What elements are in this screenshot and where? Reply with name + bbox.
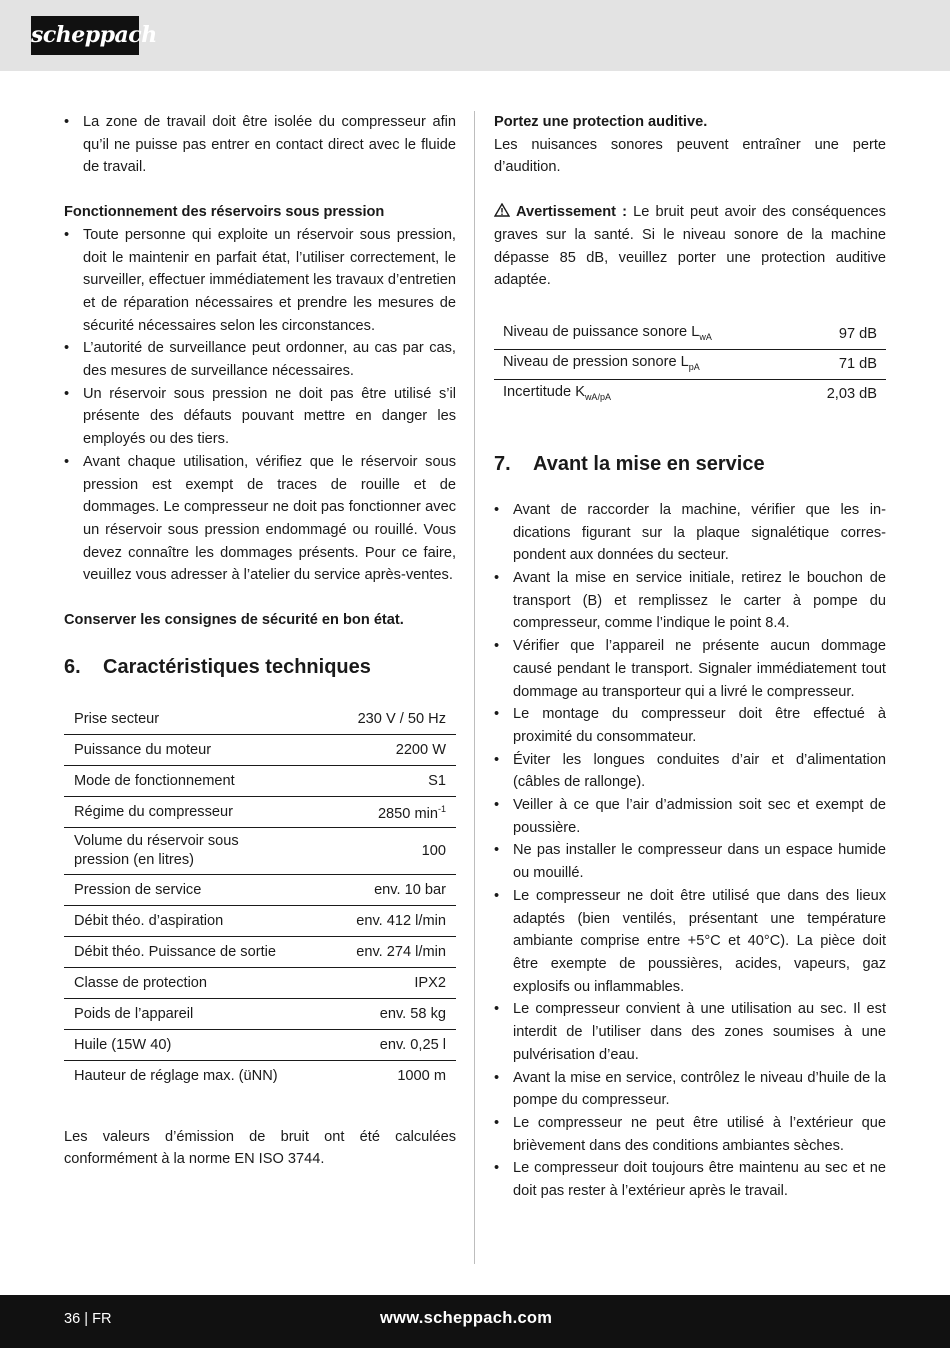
section-7-heading xyxy=(494,451,886,477)
spec-value: env. 0,25 l xyxy=(379,1036,446,1053)
noise-label: Niveau de puissance sonore L xyxy=(503,323,700,340)
spec-value: IPX2 xyxy=(414,974,446,991)
section-title: Caractéristiques techniques xyxy=(103,655,371,678)
noise-label-cell xyxy=(494,349,795,379)
pressure-heading: Fonctionnement des réservoirs sous pression xyxy=(64,204,385,221)
spec-label: Hauteur de réglage max. (üNN) xyxy=(74,1068,278,1085)
section-title: Avant la mise en service xyxy=(533,452,765,475)
section-6-heading xyxy=(64,654,456,680)
spec-row xyxy=(64,797,456,828)
list-item: • Ne pas installer le compresseur dans un espace humide ou mouillé. xyxy=(494,839,886,884)
column-divider xyxy=(474,111,475,1264)
spec-row xyxy=(64,999,456,1030)
list-item: • Avant la mise en service initiale, retirez le bouchon de transport (B) et remplissez le carter à pompe du compresseur, comme l’indique le point 8.4. xyxy=(494,567,886,635)
spec-value: env. 274 l/min xyxy=(356,943,446,960)
noise-label-cell xyxy=(494,379,795,409)
spec-value-cell xyxy=(346,875,456,906)
spec-label: Volume du réservoir sous pression (en litres) xyxy=(64,828,346,875)
spec-row xyxy=(64,766,456,797)
specs-table xyxy=(64,704,456,1092)
hearing-heading: Portez une protection auditive. xyxy=(494,114,708,130)
warning-paragraph xyxy=(494,201,886,292)
hearing-text: Les nuisances sonores peuvent entraîner une perte d’audition. xyxy=(494,136,886,176)
spec-label: Classe de protection xyxy=(64,968,346,999)
spec-label: Régime du compresseur xyxy=(64,797,346,828)
spec-value-cell xyxy=(346,968,456,999)
noise-subscript: wA xyxy=(699,331,712,342)
spec-row xyxy=(64,906,456,937)
spec-label: Huile (15W 40) xyxy=(64,1030,346,1061)
warning-text: Le bruit peut avoir des conséquences graves sur la santé. Si le niveau sonore de la machine dépasse 85 dB, veuillez porter une protection auditive adaptée. xyxy=(494,204,886,289)
section-number: 6. xyxy=(64,655,81,678)
spec-value: env. 10 bar xyxy=(374,881,446,898)
spec-row xyxy=(64,828,456,875)
noise-row xyxy=(494,320,886,350)
header-band xyxy=(0,0,950,71)
spec-value-cell xyxy=(346,704,456,735)
spec-unit-exponent: -1 xyxy=(437,804,446,815)
noise-value: 71 dB xyxy=(795,349,886,379)
spec-value-cell xyxy=(346,937,456,968)
spec-label: Poids de l’appareil xyxy=(64,999,346,1030)
right-column xyxy=(494,111,886,1203)
spec-row xyxy=(64,704,456,735)
list-item: • Toute personne qui exploite un réservoir sous pression, doit le maintenir en parfait état, l’utiliser correctement, le surveiller, effectuer immédiatement les travaux d’entretien et de réparation nécessaires et prendre les mesures de sécurité nécessaires selon les circonstances. xyxy=(64,224,456,338)
warning-icon xyxy=(494,203,510,217)
list-item: • Avant la mise en service, contrôlez le niveau d’huile de la pompe du compresseur. xyxy=(494,1067,886,1112)
left-column xyxy=(64,111,456,1171)
spec-value-cell xyxy=(346,999,456,1030)
warning-label: Avertissement : xyxy=(516,204,628,221)
list-item: • Le compresseur doit toujours être maintenu au sec et ne doit pas rester à l’extérieur après le travail. xyxy=(494,1157,886,1202)
page-number: 36 | FR xyxy=(64,1311,112,1327)
pressure-bullet-list xyxy=(64,224,456,587)
list-item: • Avant chaque utilisation, vérifiez que le réservoir sous pression est exempt de traces de rouille et de dommages. Le compresseur ne doit pas fonctionner avec un réservoir sous pression endommagé ou rouillé. Vous devez connaître les dommages présents. Pour ce faire, veuillez vous adresser à l’atelier du service après-ventes. xyxy=(64,451,456,587)
noise-value: 97 dB xyxy=(795,320,886,350)
spec-label: Puissance du moteur xyxy=(64,735,346,766)
spec-label: Prise secteur xyxy=(64,704,346,735)
list-item: • Avant de raccorder la machine, vérifier que les indications figurant sur la plaque signalétique correspondent aux données du secteur. xyxy=(494,499,886,567)
intro-bullet-list xyxy=(64,111,456,179)
list-item: • Le compresseur convient à une utilisation au sec. Il est interdit de l’utiliser dans des zones soumises à une pulvérisation d’eau. xyxy=(494,998,886,1066)
spec-value: 100 xyxy=(421,842,446,859)
noise-subscript: wA/pA xyxy=(584,391,611,402)
list-item: • Le montage du compresseur doit être effectué à proximité du consommateur. xyxy=(494,703,886,748)
spec-row xyxy=(64,1030,456,1061)
spec-label: Mode de fonctionnement xyxy=(64,766,346,797)
spec-value: 2200 W xyxy=(395,741,446,758)
list-item: • L’autorité de surveillance peut ordonner, au cas par cas, des mesures de surveillance nécessaires. xyxy=(64,337,456,382)
spec-value: 230 V / 50 Hz xyxy=(357,710,446,727)
noise-label-cell xyxy=(494,320,795,350)
spec-row xyxy=(64,937,456,968)
spec-label: Débit théo. Puissance de sortie xyxy=(64,937,346,968)
spec-value-cell xyxy=(346,735,456,766)
list-item: • Un réservoir sous pression ne doit pas être utilisé s’il présente des défauts pouvant mettre en danger les employés ou des tiers. xyxy=(64,383,456,451)
spec-value-cell xyxy=(346,766,456,797)
section-number: 7. xyxy=(494,452,511,475)
noise-subscript: pA xyxy=(688,361,700,372)
spec-label: Débit théo. d’aspiration xyxy=(64,906,346,937)
footer-bar xyxy=(0,1295,950,1348)
website-url: www.scheppach.com xyxy=(380,1309,553,1327)
spec-value-cell xyxy=(346,1030,456,1061)
spec-value-cell xyxy=(346,828,456,875)
spec-row xyxy=(64,968,456,999)
list-item: • Veiller à ce que l’air d’admission soit sec et exempt de poussière. xyxy=(494,794,886,839)
spec-value-cell xyxy=(346,906,456,937)
noise-row xyxy=(494,349,886,379)
list-item: • Éviter les longues conduites d’air et d’alimentation (câbles de rallonge). xyxy=(494,749,886,794)
list-item: • Vérifier que l’appareil ne présente aucun dommage causé pendant le transport. Signaler immédiatement tout dommage au transporteur qui a livré le compresseur. xyxy=(494,635,886,703)
list-item: • La zone de travail doit être isolée du compresseur afin qu’il ne puisse pas entrer en contact direct avec le fluide de travail. xyxy=(64,111,456,179)
noise-table xyxy=(494,320,886,409)
keep-instructions-note: Conserver les consignes de sécurité en bon état. xyxy=(64,612,404,629)
spec-value-cell xyxy=(346,1061,456,1092)
spec-row xyxy=(64,1061,456,1092)
spec-label: Pression de service xyxy=(64,875,346,906)
spec-value: 2850 min xyxy=(377,806,438,823)
noise-note: Les valeurs d’émission de bruit ont été calculées conformément à la norme EN ISO 3744. xyxy=(64,1128,456,1168)
noise-value: 2,03 dB xyxy=(826,386,877,403)
spec-value: env. 412 l/min xyxy=(356,912,446,929)
noise-label: Niveau de pression sonore L xyxy=(503,353,689,370)
list-item: • Le compresseur ne peut être utilisé à l’extérieur que brièvement dans des conditions ambiantes sèches. xyxy=(494,1112,886,1157)
spec-value: S1 xyxy=(428,772,446,789)
brand-logo: scheppach xyxy=(31,16,139,55)
spec-value-cell xyxy=(346,797,456,828)
spec-row xyxy=(64,735,456,766)
list-item: • Le compresseur ne doit être utilisé que dans des lieux adaptés (bien ventilés, présentant une température ambiante comprise entre +5°C et 40°C). La pièce doit être exempte de poussières, acides, vapeurs, gaz explosifs ou inflammables. xyxy=(494,885,886,999)
spec-value: env. 58 kg xyxy=(379,1005,446,1022)
spec-value: 1000 m xyxy=(397,1068,446,1085)
setup-bullet-list xyxy=(494,499,886,1203)
noise-label: Incertitude K xyxy=(503,383,585,400)
noise-row xyxy=(494,379,886,409)
spec-row xyxy=(64,875,456,906)
